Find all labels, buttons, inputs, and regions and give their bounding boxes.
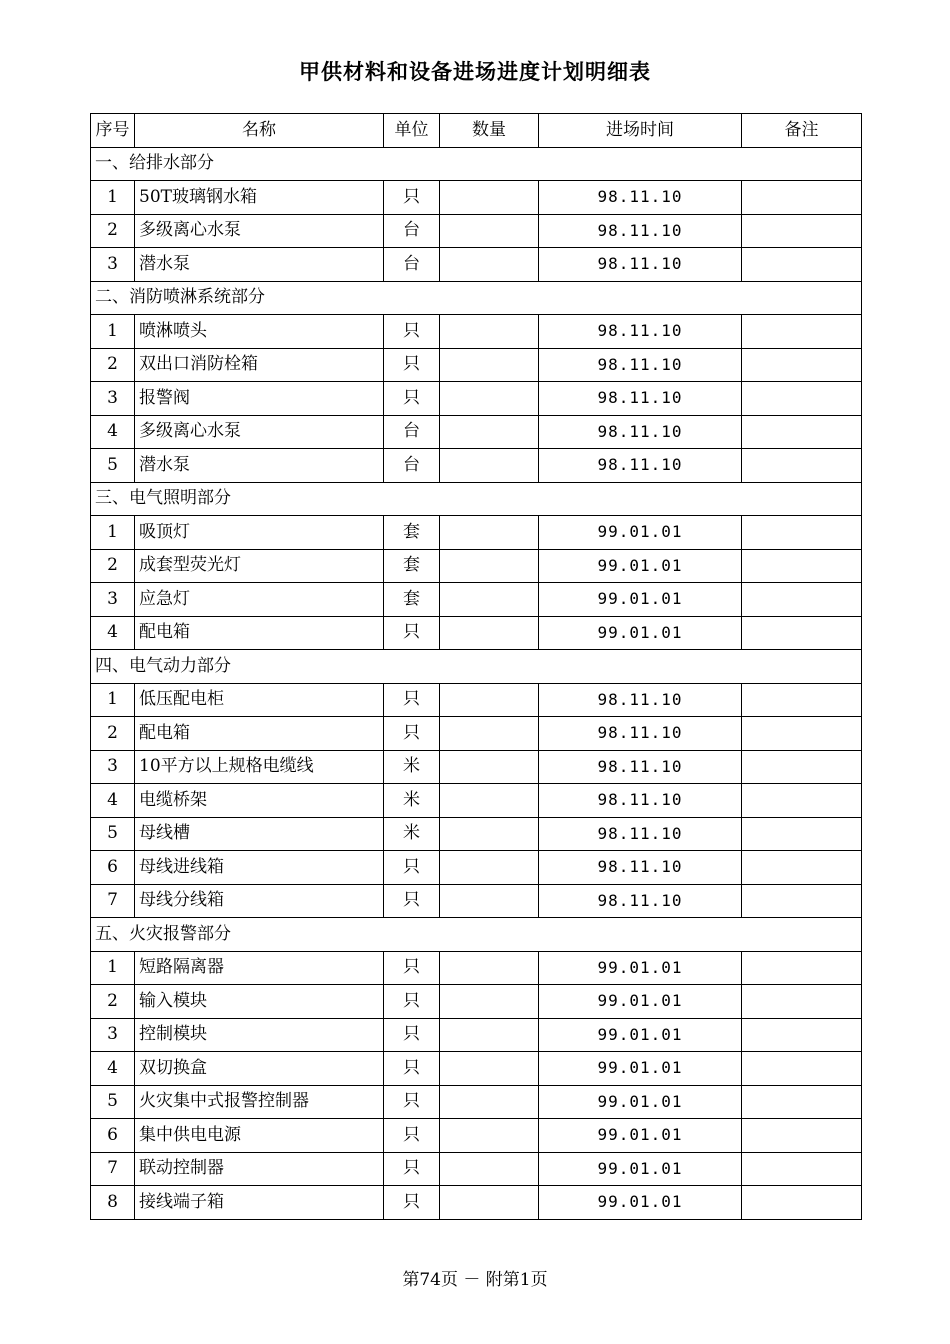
cell-name: 成套型荧光灯 bbox=[135, 549, 384, 583]
cell-qty bbox=[440, 348, 539, 382]
cell-note bbox=[742, 884, 862, 918]
cell-note bbox=[742, 616, 862, 650]
cell-no: 3 bbox=[91, 750, 135, 784]
cell-unit: 套 bbox=[384, 516, 440, 550]
table-row bbox=[91, 348, 862, 382]
section-row bbox=[91, 918, 862, 952]
table-row bbox=[91, 1018, 862, 1052]
cell-note bbox=[742, 1186, 862, 1220]
header-name: 名称 bbox=[135, 114, 384, 148]
cell-date: 99.01.01 bbox=[539, 1085, 742, 1119]
cell-unit: 只 bbox=[384, 683, 440, 717]
cell-name: 应急灯 bbox=[135, 583, 384, 617]
table-row bbox=[91, 1085, 862, 1119]
table-row bbox=[91, 382, 862, 416]
cell-unit: 只 bbox=[384, 1152, 440, 1186]
cell-date: 98.11.10 bbox=[539, 415, 742, 449]
cell-unit: 只 bbox=[384, 1052, 440, 1086]
section-title: 二、消防喷淋系统部分 bbox=[91, 281, 862, 315]
cell-note bbox=[742, 315, 862, 349]
cell-name: 电缆桥架 bbox=[135, 784, 384, 818]
header-note: 备注 bbox=[742, 114, 862, 148]
cell-qty bbox=[440, 616, 539, 650]
cell-unit: 台 bbox=[384, 214, 440, 248]
cell-qty bbox=[440, 449, 539, 483]
cell-date: 98.11.10 bbox=[539, 784, 742, 818]
cell-qty bbox=[440, 516, 539, 550]
page-title: 甲供材料和设备进场进度计划明细表 bbox=[299, 60, 651, 84]
cell-unit: 套 bbox=[384, 549, 440, 583]
cell-note bbox=[742, 348, 862, 382]
cell-unit: 米 bbox=[384, 817, 440, 851]
cell-unit: 只 bbox=[384, 315, 440, 349]
cell-qty bbox=[440, 583, 539, 617]
cell-date: 99.01.01 bbox=[539, 516, 742, 550]
table-row bbox=[91, 248, 862, 282]
cell-note bbox=[742, 817, 862, 851]
cell-no: 2 bbox=[91, 717, 135, 751]
cell-unit: 米 bbox=[384, 784, 440, 818]
cell-date: 98.11.10 bbox=[539, 884, 742, 918]
cell-unit: 只 bbox=[384, 382, 440, 416]
cell-unit: 只 bbox=[384, 348, 440, 382]
cell-name: 10平方以上规格电缆线 bbox=[135, 750, 384, 784]
cell-name: 配电箱 bbox=[135, 616, 384, 650]
cell-note bbox=[742, 1152, 862, 1186]
cell-unit: 台 bbox=[384, 449, 440, 483]
cell-date: 99.01.01 bbox=[539, 549, 742, 583]
cell-note bbox=[742, 415, 862, 449]
cell-unit: 米 bbox=[384, 750, 440, 784]
cell-name: 双切换盒 bbox=[135, 1052, 384, 1086]
table-row bbox=[91, 851, 862, 885]
cell-note bbox=[742, 1052, 862, 1086]
table-row bbox=[91, 683, 862, 717]
page-footer: 第74页 － 附第1页 bbox=[402, 1270, 548, 1290]
table-row bbox=[91, 717, 862, 751]
cell-note bbox=[742, 1119, 862, 1153]
cell-name: 联动控制器 bbox=[135, 1152, 384, 1186]
cell-date: 98.11.10 bbox=[539, 348, 742, 382]
cell-no: 6 bbox=[91, 1119, 135, 1153]
cell-name: 控制模块 bbox=[135, 1018, 384, 1052]
cell-unit: 只 bbox=[384, 1018, 440, 1052]
cell-note bbox=[742, 248, 862, 282]
cell-no: 6 bbox=[91, 851, 135, 885]
cell-note bbox=[742, 851, 862, 885]
cell-note bbox=[742, 214, 862, 248]
cell-no: 1 bbox=[91, 516, 135, 550]
cell-date: 98.11.10 bbox=[539, 181, 742, 215]
cell-qty bbox=[440, 214, 539, 248]
cell-no: 2 bbox=[91, 549, 135, 583]
table-header-row bbox=[91, 114, 862, 148]
table-row bbox=[91, 1052, 862, 1086]
cell-unit: 只 bbox=[384, 181, 440, 215]
cell-note bbox=[742, 181, 862, 215]
cell-no: 1 bbox=[91, 683, 135, 717]
cell-qty bbox=[440, 1119, 539, 1153]
section-title: 五、火灾报警部分 bbox=[91, 918, 862, 952]
table-row bbox=[91, 583, 862, 617]
cell-date: 99.01.01 bbox=[539, 951, 742, 985]
section-row bbox=[91, 482, 862, 516]
cell-unit: 台 bbox=[384, 248, 440, 282]
table-row bbox=[91, 1186, 862, 1220]
cell-qty bbox=[440, 817, 539, 851]
cell-no: 1 bbox=[91, 181, 135, 215]
cell-name: 接线端子箱 bbox=[135, 1186, 384, 1220]
header-qty: 数量 bbox=[440, 114, 539, 148]
cell-no: 1 bbox=[91, 315, 135, 349]
cell-note bbox=[742, 382, 862, 416]
cell-qty bbox=[440, 951, 539, 985]
cell-qty bbox=[440, 985, 539, 1019]
cell-note bbox=[742, 449, 862, 483]
cell-qty bbox=[440, 1018, 539, 1052]
cell-date: 99.01.01 bbox=[539, 583, 742, 617]
cell-qty bbox=[440, 315, 539, 349]
cell-date: 99.01.01 bbox=[539, 1186, 742, 1220]
section-row bbox=[91, 650, 862, 684]
cell-qty bbox=[440, 1152, 539, 1186]
cell-name: 母线分线箱 bbox=[135, 884, 384, 918]
cell-date: 98.11.10 bbox=[539, 214, 742, 248]
table-row bbox=[91, 750, 862, 784]
table-row bbox=[91, 516, 862, 550]
cell-name: 低压配电柜 bbox=[135, 683, 384, 717]
cell-date: 98.11.10 bbox=[539, 315, 742, 349]
table-row bbox=[91, 214, 862, 248]
table-row bbox=[91, 549, 862, 583]
header-date: 进场时间 bbox=[539, 114, 742, 148]
cell-note bbox=[742, 683, 862, 717]
table-row bbox=[91, 415, 862, 449]
cell-name: 多级离心水泵 bbox=[135, 415, 384, 449]
cell-name: 报警阀 bbox=[135, 382, 384, 416]
cell-qty bbox=[440, 784, 539, 818]
cell-name: 短路隔离器 bbox=[135, 951, 384, 985]
table-row bbox=[91, 985, 862, 1019]
section-row bbox=[91, 147, 862, 181]
cell-date: 99.01.01 bbox=[539, 1119, 742, 1153]
cell-date: 99.01.01 bbox=[539, 616, 742, 650]
cell-unit: 套 bbox=[384, 583, 440, 617]
cell-unit: 只 bbox=[384, 951, 440, 985]
cell-date: 98.11.10 bbox=[539, 382, 742, 416]
cell-date: 98.11.10 bbox=[539, 683, 742, 717]
table-row bbox=[91, 817, 862, 851]
cell-name: 多级离心水泵 bbox=[135, 214, 384, 248]
cell-date: 99.01.01 bbox=[539, 1018, 742, 1052]
cell-name: 集中供电电源 bbox=[135, 1119, 384, 1153]
cell-note bbox=[742, 951, 862, 985]
cell-date: 98.11.10 bbox=[539, 851, 742, 885]
cell-note bbox=[742, 516, 862, 550]
cell-qty bbox=[440, 415, 539, 449]
table-row bbox=[91, 616, 862, 650]
cell-unit: 只 bbox=[384, 985, 440, 1019]
section-row bbox=[91, 281, 862, 315]
table-row bbox=[91, 951, 862, 985]
cell-no: 4 bbox=[91, 1052, 135, 1086]
cell-no: 4 bbox=[91, 415, 135, 449]
header-unit: 单位 bbox=[384, 114, 440, 148]
cell-no: 3 bbox=[91, 248, 135, 282]
cell-name: 吸顶灯 bbox=[135, 516, 384, 550]
cell-name: 配电箱 bbox=[135, 717, 384, 751]
cell-note bbox=[742, 717, 862, 751]
table-row bbox=[91, 181, 862, 215]
cell-date: 98.11.10 bbox=[539, 817, 742, 851]
cell-name: 喷淋喷头 bbox=[135, 315, 384, 349]
cell-qty bbox=[440, 382, 539, 416]
cell-no: 3 bbox=[91, 583, 135, 617]
cell-name: 母线槽 bbox=[135, 817, 384, 851]
cell-qty bbox=[440, 1186, 539, 1220]
cell-note bbox=[742, 750, 862, 784]
cell-date: 99.01.01 bbox=[539, 1152, 742, 1186]
cell-name: 双出口消防栓箱 bbox=[135, 348, 384, 382]
cell-no: 3 bbox=[91, 382, 135, 416]
header-no: 序号 bbox=[91, 114, 135, 148]
cell-note bbox=[742, 1085, 862, 1119]
cell-no: 4 bbox=[91, 616, 135, 650]
cell-qty bbox=[440, 248, 539, 282]
cell-qty bbox=[440, 549, 539, 583]
cell-no: 2 bbox=[91, 214, 135, 248]
cell-date: 98.11.10 bbox=[539, 248, 742, 282]
cell-unit: 台 bbox=[384, 415, 440, 449]
cell-qty bbox=[440, 717, 539, 751]
cell-qty bbox=[440, 750, 539, 784]
cell-no: 4 bbox=[91, 784, 135, 818]
cell-date: 98.11.10 bbox=[539, 750, 742, 784]
cell-note bbox=[742, 1018, 862, 1052]
cell-unit: 只 bbox=[384, 717, 440, 751]
cell-qty bbox=[440, 1085, 539, 1119]
cell-qty bbox=[440, 884, 539, 918]
cell-name: 潜水泵 bbox=[135, 248, 384, 282]
table-row bbox=[91, 884, 862, 918]
cell-qty bbox=[440, 851, 539, 885]
cell-note bbox=[742, 985, 862, 1019]
cell-date: 99.01.01 bbox=[539, 1052, 742, 1086]
cell-date: 99.01.01 bbox=[539, 985, 742, 1019]
cell-no: 2 bbox=[91, 348, 135, 382]
cell-note bbox=[742, 784, 862, 818]
cell-name: 潜水泵 bbox=[135, 449, 384, 483]
cell-qty bbox=[440, 683, 539, 717]
cell-unit: 只 bbox=[384, 1119, 440, 1153]
cell-date: 98.11.10 bbox=[539, 717, 742, 751]
cell-note bbox=[742, 549, 862, 583]
cell-qty bbox=[440, 1052, 539, 1086]
cell-no: 7 bbox=[91, 1152, 135, 1186]
cell-no: 3 bbox=[91, 1018, 135, 1052]
cell-unit: 只 bbox=[384, 1085, 440, 1119]
cell-no: 5 bbox=[91, 449, 135, 483]
cell-date: 98.11.10 bbox=[539, 449, 742, 483]
table-row bbox=[91, 1119, 862, 1153]
cell-name: 输入模块 bbox=[135, 985, 384, 1019]
cell-qty bbox=[440, 181, 539, 215]
cell-no: 7 bbox=[91, 884, 135, 918]
cell-no: 1 bbox=[91, 951, 135, 985]
cell-unit: 只 bbox=[384, 1186, 440, 1220]
cell-no: 8 bbox=[91, 1186, 135, 1220]
table-body bbox=[91, 147, 862, 1219]
table-row bbox=[91, 1152, 862, 1186]
table-row bbox=[91, 315, 862, 349]
cell-no: 5 bbox=[91, 1085, 135, 1119]
cell-name: 50T玻璃钢水箱 bbox=[135, 181, 384, 215]
cell-name: 母线进线箱 bbox=[135, 851, 384, 885]
cell-unit: 只 bbox=[384, 884, 440, 918]
section-title: 一、给排水部分 bbox=[91, 147, 862, 181]
cell-unit: 只 bbox=[384, 616, 440, 650]
cell-note bbox=[742, 583, 862, 617]
table-row bbox=[91, 449, 862, 483]
cell-name: 火灾集中式报警控制器 bbox=[135, 1085, 384, 1119]
section-title: 三、电气照明部分 bbox=[91, 482, 862, 516]
cell-unit: 只 bbox=[384, 851, 440, 885]
cell-no: 2 bbox=[91, 985, 135, 1019]
section-title: 四、电气动力部分 bbox=[91, 650, 862, 684]
cell-no: 5 bbox=[91, 817, 135, 851]
table-row bbox=[91, 784, 862, 818]
material-schedule-table bbox=[90, 113, 862, 1220]
